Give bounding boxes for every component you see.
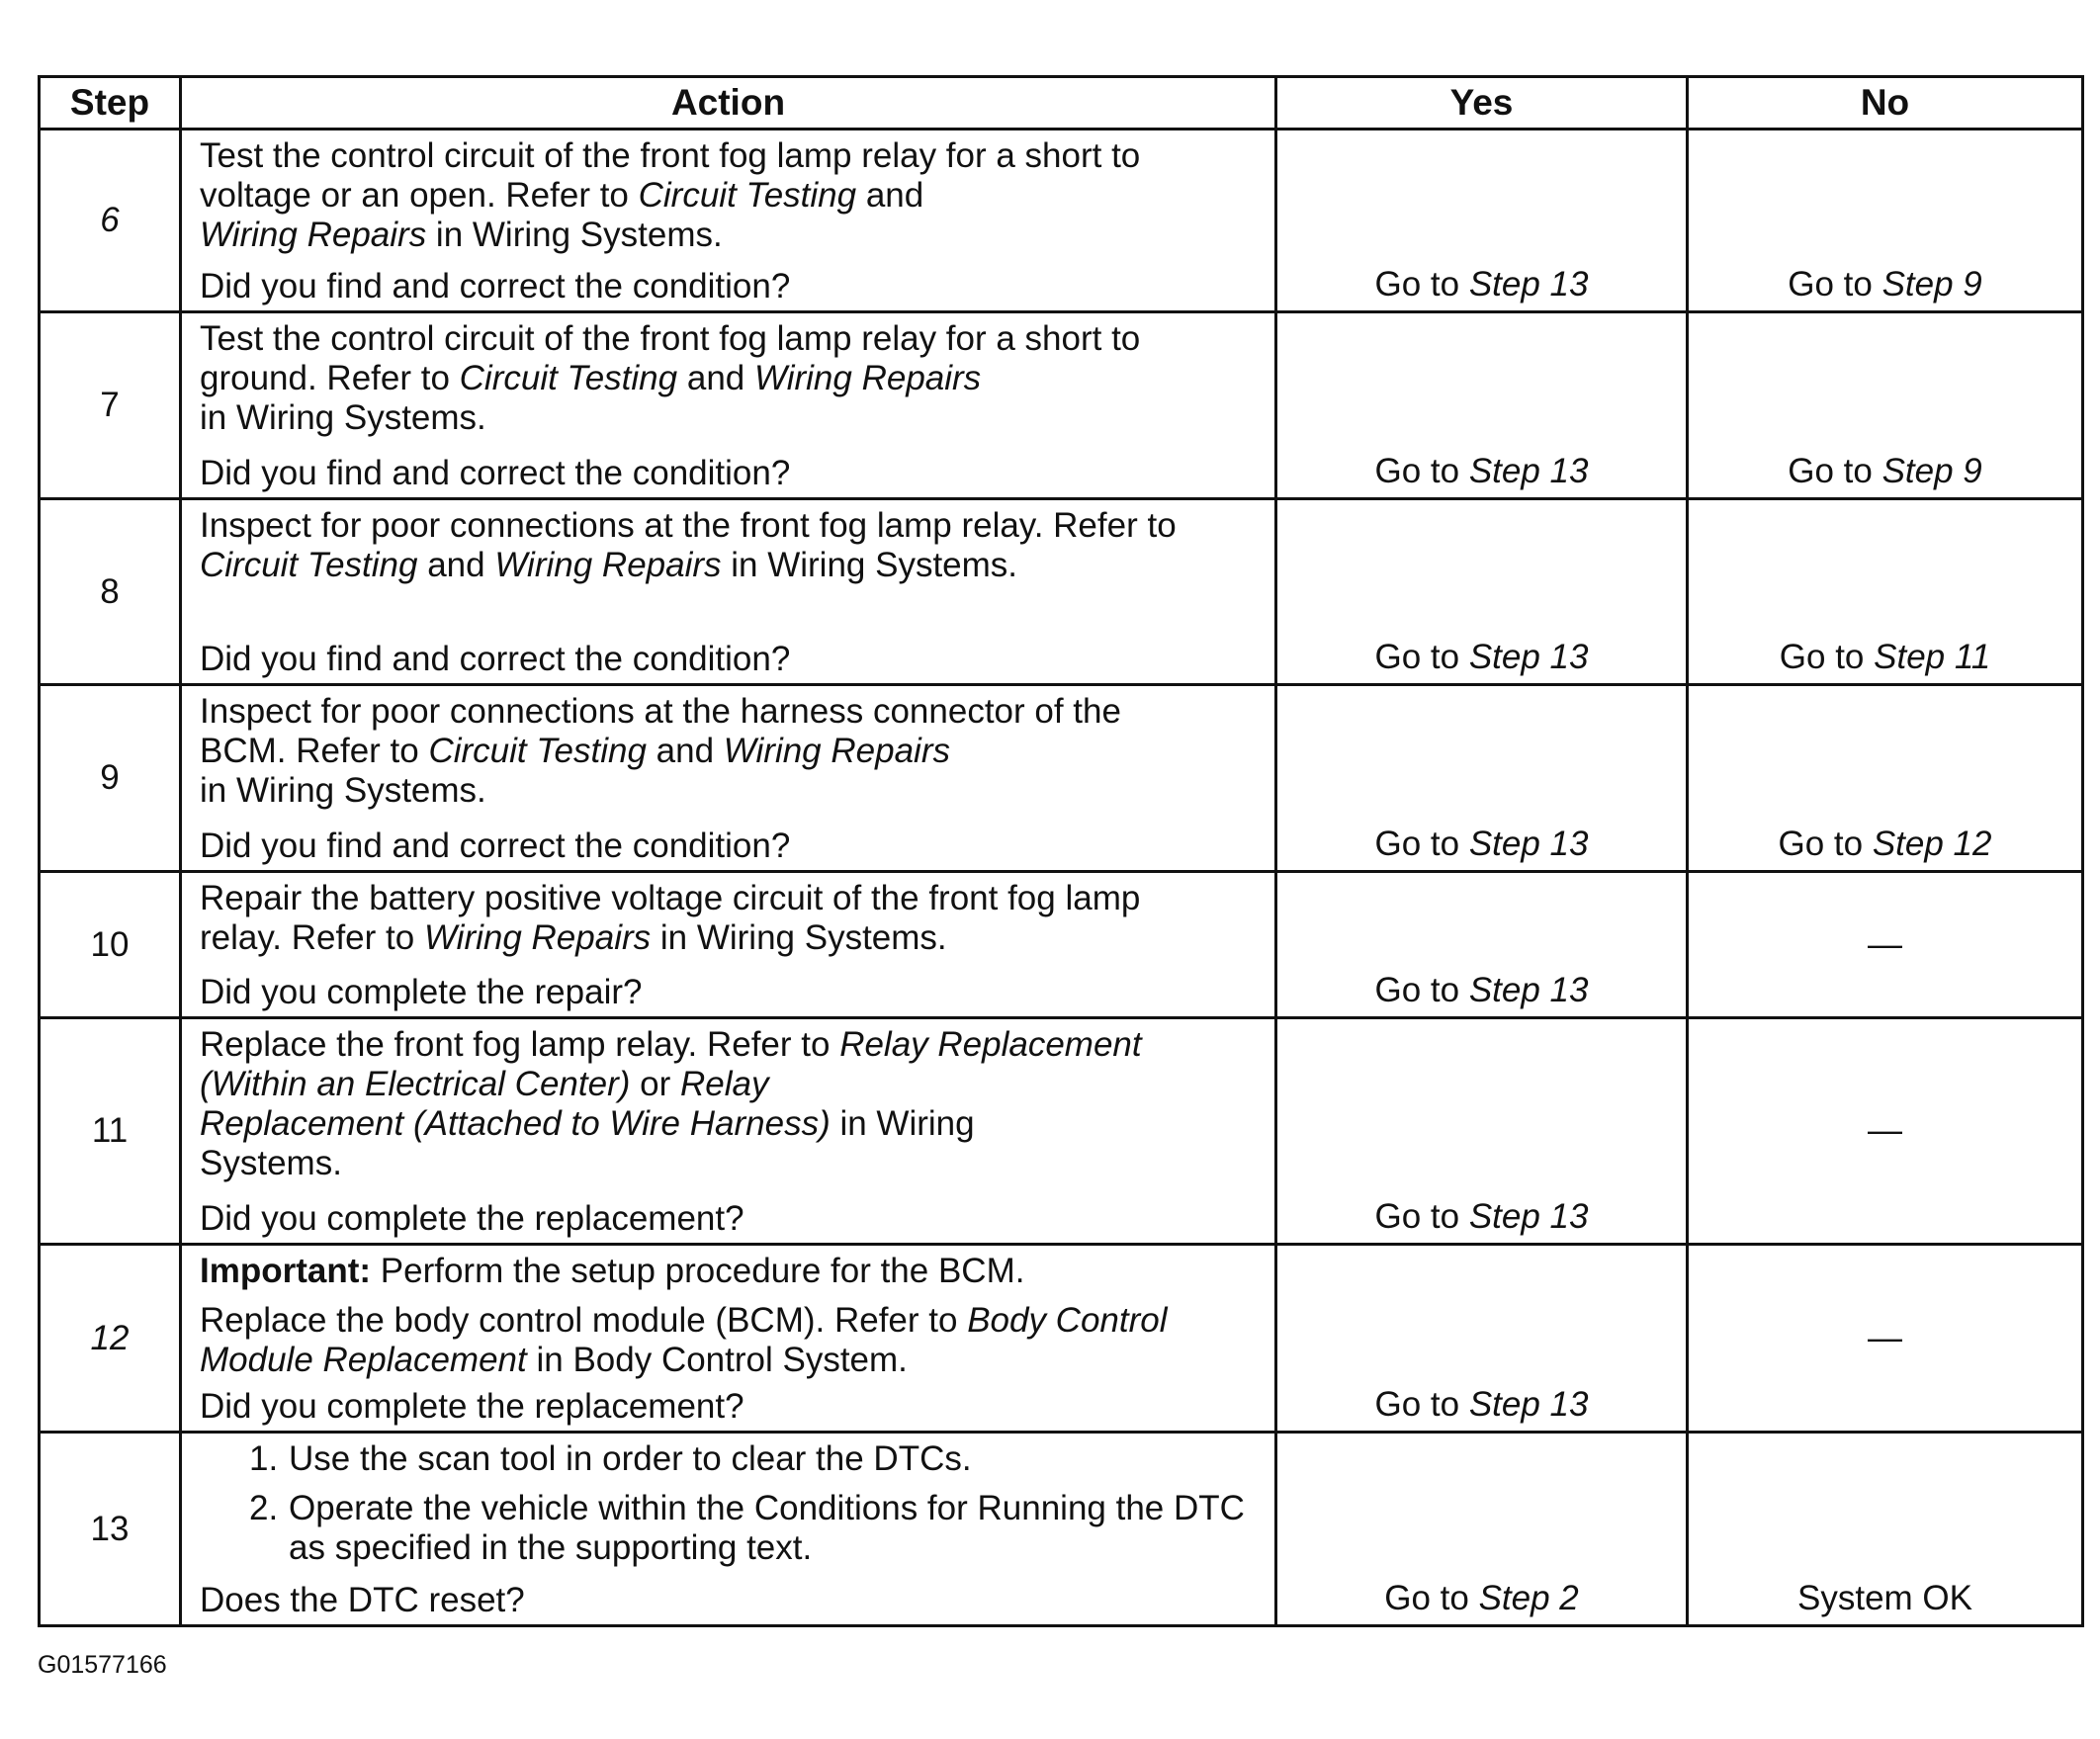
header-step: Step	[40, 77, 181, 130]
header-no: No	[1688, 77, 2083, 130]
diagnostic-table	[38, 75, 2084, 1627]
yes-cell: Go to Step 13	[1276, 685, 1688, 871]
action-question: Did you find and correct the condition?	[200, 453, 791, 492]
action-cell	[181, 498, 1276, 684]
action-question: Did you complete the replacement?	[200, 1387, 744, 1427]
action-question: Did you complete the replacement?	[200, 1198, 744, 1238]
yes-cell: Go to Step 13	[1276, 498, 1688, 684]
action-text: Inspect for poor connections at the front fog lamp relay. Refer to Circuit Testing and Wiring Repairs in Wiring Systems.	[200, 505, 1177, 584]
action-cell	[181, 312, 1276, 498]
yes-cell: Go to Step 13	[1276, 130, 1688, 312]
no-cell: Go to Step 9	[1688, 130, 2083, 312]
action-cell	[181, 871, 1276, 1017]
table-row	[40, 1433, 2083, 1626]
action-text: Repair the battery positive voltage circuit of the front fog lamp relay. Refer to Wiring Repairs in Wiring Systems.	[200, 878, 1141, 957]
yes-cell: Go to Step 13	[1276, 312, 1688, 498]
yes-cell: Go to Step 13	[1276, 1244, 1688, 1433]
table-row	[40, 1018, 2083, 1245]
no-cell: —	[1688, 1244, 2083, 1433]
table-row	[40, 1244, 2083, 1433]
step-number: 11	[40, 1018, 181, 1245]
no-cell: —	[1688, 1018, 2083, 1245]
action-cell	[181, 1018, 1276, 1245]
no-cell: Go to Step 11	[1688, 498, 2083, 684]
yes-cell: Go to Step 13	[1276, 871, 1688, 1017]
table-row	[40, 871, 2083, 1017]
action-text: Test the control circuit of the front fog lamp relay for a short to voltage or an open. Refer to Circuit Testing and Wiring Repairs in Wiring Systems.	[200, 136, 1141, 254]
step-number: 12	[40, 1244, 181, 1433]
action-cell	[181, 1433, 1276, 1626]
action-text: Inspect for poor connections at the harness connector of the BCM. Refer to Circuit Testing and Wiring Repairs in Wiring Systems.	[200, 692, 1121, 811]
table-row	[40, 130, 2083, 312]
important-note: Important: Perform the setup procedure for the BCM.	[200, 1251, 1025, 1290]
figure-code: G01577166	[38, 1651, 167, 1679]
step-number: 6	[40, 130, 181, 312]
action-question: Did you complete the repair?	[200, 973, 643, 1012]
action-text: Test the control circuit of the front fog lamp relay for a short to ground. Refer to Circuit Testing and Wiring Repairs in Wiring Systems.	[200, 319, 1141, 438]
table-row	[40, 312, 2083, 498]
header-row	[40, 77, 2083, 130]
yes-cell: Go to Step 2	[1276, 1433, 1688, 1626]
list-item: 1. Use the scan tool in order to clear the DTCs.	[249, 1439, 972, 1479]
header-action: Action	[181, 77, 1276, 130]
step-number: 7	[40, 312, 181, 498]
no-cell: Go to Step 9	[1688, 312, 2083, 498]
table-row	[40, 498, 2083, 684]
action-question: Did you find and correct the condition?	[200, 826, 791, 865]
list-item: 2. Operate the vehicle within the Conditions for Running the DTC as specified in the supporting text.	[249, 1489, 1245, 1568]
action-question: Did you find and correct the condition?	[200, 267, 791, 306]
step-number: 8	[40, 498, 181, 684]
action-cell	[181, 1244, 1276, 1433]
no-cell: Go to Step 12	[1688, 685, 2083, 871]
action-cell	[181, 685, 1276, 871]
no-cell: System OK	[1688, 1433, 2083, 1626]
action-text: Replace the front fog lamp relay. Refer to Relay Replacement (Within an Electrical Center) or Relay Replacement (Attached to Wire Harness) in Wiring Systems.	[200, 1025, 1142, 1183]
header-yes: Yes	[1276, 77, 1688, 130]
action-text: Replace the body control module (BCM). Refer to Body Control Module Replacement in Body Control System.	[200, 1300, 1168, 1379]
step-number: 13	[40, 1433, 181, 1626]
step-number: 9	[40, 685, 181, 871]
action-question: Did you find and correct the condition?	[200, 640, 791, 679]
action-question: Does the DTC reset?	[200, 1581, 525, 1619]
no-cell: —	[1688, 871, 2083, 1017]
procedure-list	[200, 1439, 1267, 1568]
table-row	[40, 685, 2083, 871]
action-cell	[181, 130, 1276, 312]
step-number: 10	[40, 871, 181, 1017]
yes-cell: Go to Step 13	[1276, 1018, 1688, 1245]
